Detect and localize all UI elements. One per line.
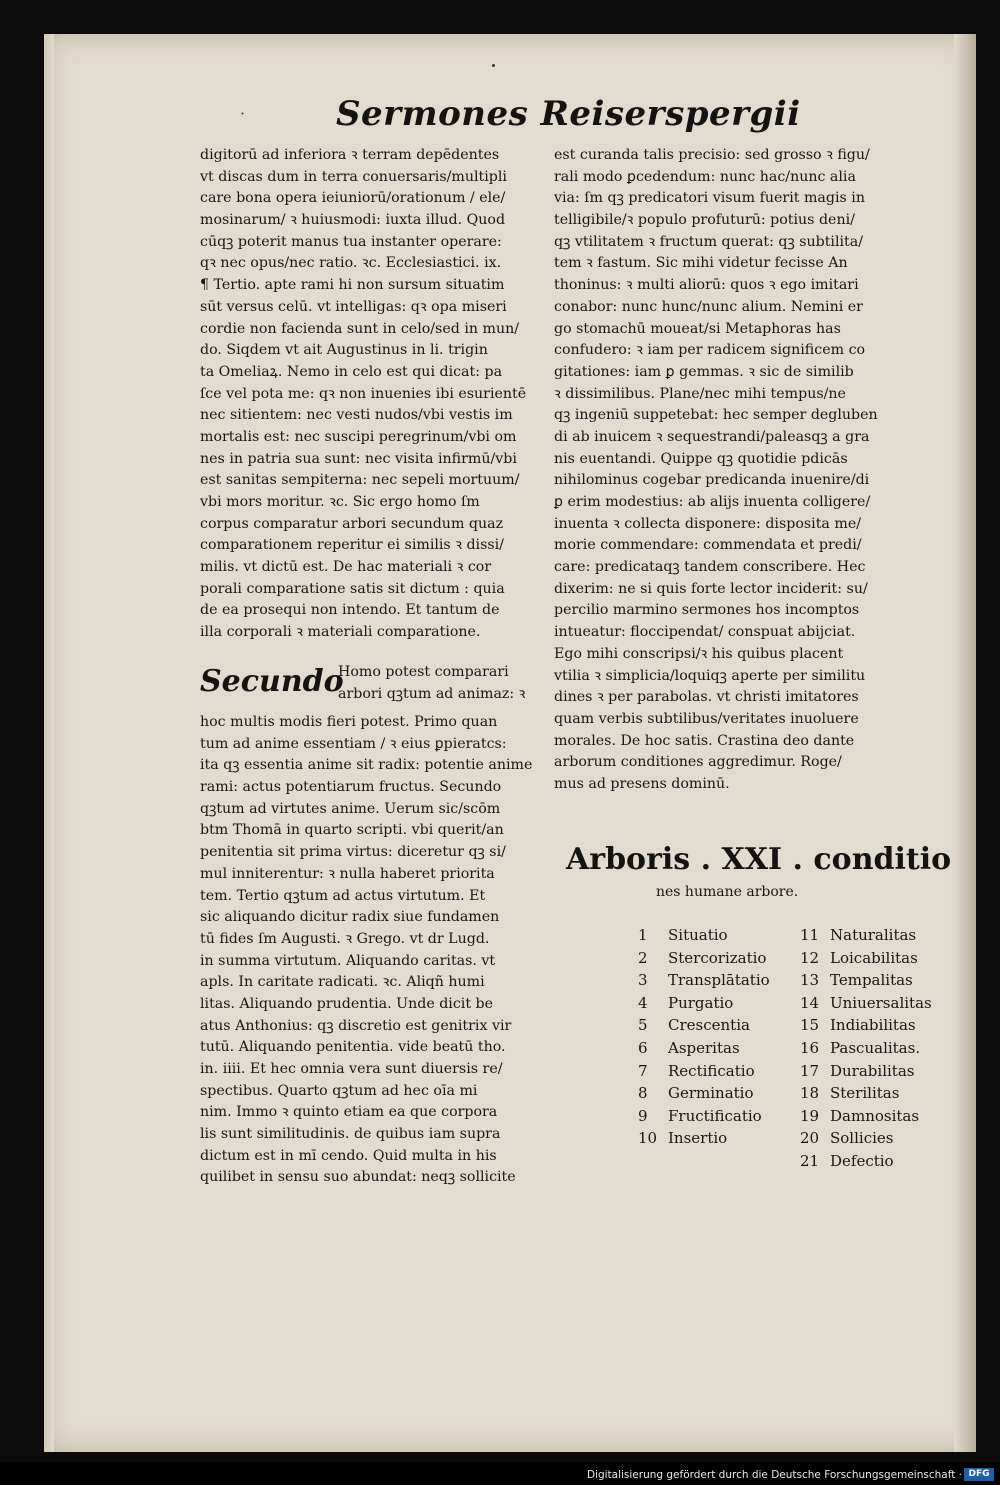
text-line: do. Siqdem vt ait Augustinus in li. trigin [200, 342, 488, 359]
text-line: confudero: ꝛ iam per radicem significem co [554, 342, 866, 359]
text-line: in summa virtutum. Aliquando caritas. vt [200, 952, 496, 969]
condition-number: 18 [800, 1084, 820, 1103]
text-line: sūt versus celū. vt intelligas: qꝛ opa miseri [200, 298, 507, 315]
text-line: cordie non facienda sunt in celo/sed in mun/ [200, 320, 520, 337]
condition-name: Tempalitas [830, 971, 913, 990]
text-line: intueatur: floccipendat/ conspuat abijciat. [554, 624, 856, 641]
text-line: gitationes: iam ꝑ gemmas. ꝛ sic de similib [554, 363, 854, 380]
text-line: digitorū ad inferiora ꝛ terram depēdentes [200, 147, 500, 163]
condition-number: 9 [638, 1106, 648, 1125]
condition-number: 8 [638, 1084, 648, 1103]
text-line: penitentia sit prima virtus: diceretur qꝫ si/ [200, 844, 506, 861]
text-line: ta Omeliaꝝ. Nemo in celo est qui dicat: pa [200, 363, 503, 380]
text-line: sic aliquando dicitur radix siue fundamen [200, 909, 500, 926]
text-line: mus ad presens dominū. [554, 775, 730, 792]
text-line: corpus comparatur arbori secundum quaz [200, 515, 504, 532]
page-gutter [44, 34, 54, 1452]
text-line: tem. Tertio qꝫtum ad actus virtutum. Et [200, 887, 486, 904]
text-line: Homo potest comparari [338, 664, 509, 680]
condition-number: 6 [638, 1039, 648, 1057]
condition-number: 21 [800, 1152, 820, 1170]
condition-name: Stercorizatio [668, 948, 767, 967]
text-line: tutū. Aliquando penitentia. vide beatū tho. [200, 1039, 506, 1056]
text-line: comparationem reperitur ei similis ꝛ dissi/ [200, 537, 504, 554]
condition-number: 20 [800, 1129, 820, 1148]
text-line: arbori qꝫtum ad animaz: ꝛ [338, 685, 526, 702]
text-line: mosinarum/ ꝛ huiusmodi: iuxta illud. Quod [200, 212, 506, 229]
condition-name: Rectificatio [668, 1061, 755, 1080]
secundo-lines [338, 662, 525, 705]
text-line: cūqꝫ poterit manus tua instanter operare: [200, 233, 502, 250]
text-line: care bona opera ieiuniorū/orationum / ele/ [200, 190, 506, 207]
text-line: thoninus: ꝛ multi aliorū: quos ꝛ ego imitari [554, 277, 859, 294]
conditions-title: Arboris . XXI . conditio [566, 842, 952, 877]
text-line: qꝫ ingeniū suppetebat: hec semper degluben [554, 407, 878, 424]
condition-name: Purgatio [668, 993, 734, 1012]
right-column [554, 145, 946, 796]
text-line: illa corporali ꝛ materiali comparatione. [200, 624, 481, 641]
text-line: est curanda talis precisio: sed grosso ꝛ figu/ [554, 147, 870, 163]
text-line: ꝛ dissimilibus. Plane/nec mihi tempus/ne [554, 385, 846, 402]
text-line: quilibet in sensu suo abundat: neqꝫ sollicite [200, 1169, 516, 1186]
text-line: telligibile/ꝛ populo profuturū: potius deni/ [554, 212, 855, 229]
condition-number: 1 [638, 926, 648, 944]
text-line: ¶ Tertio. apte rami hi non sursum situatim [200, 277, 505, 294]
text-line: quam verbis subtilibus/veritates inuoluere [554, 710, 859, 727]
text-line: nec sitientem: nec vesti nudos/vbi vestis im [200, 407, 513, 424]
condition-name: Asperitas [668, 1039, 740, 1057]
text-line: milis. vt dictū est. De hac materiali ꝛ cor [200, 559, 492, 576]
text-line: arborum conditiones aggredimur. Roge/ [554, 754, 842, 771]
text-line: dixerim: ne si quis forte lector inciderit: su/ [554, 580, 868, 597]
text-line: morie commendare: commendata et predi/ [554, 537, 862, 554]
text-line: ꝑ erim modestius: ab alijs inuenta colligere/ [554, 494, 871, 510]
left-column-top [200, 145, 556, 644]
condition-number: 4 [638, 993, 648, 1012]
text-line: btm Thomā in quarto scripti. vbi querit/an [200, 822, 504, 839]
text-line: porali comparatione satis sit dictum : quia [200, 580, 505, 597]
text-line: vt discas dum in terra conuersaris/multipli [200, 168, 507, 185]
text-line: di ab inuicem ꝛ sequestrandi/paleasqꝫ a gra [554, 428, 870, 445]
text-line: tem ꝛ fastum. Sic mihi videtur fecisse An [554, 255, 848, 272]
condition-number: 7 [638, 1061, 648, 1080]
text-line: in. iiii. Et hec omnia vera sunt diuersis re/ [200, 1061, 503, 1077]
text-line: care: predicataqꝫ tandem conscribere. Hec [554, 559, 866, 576]
condition-name: Defectio [830, 1152, 894, 1170]
condition-number: 3 [638, 971, 648, 990]
text-line: ſce vel pota me: qꝛ non inuenies ibi esurientē [200, 385, 527, 402]
text-line: nes in patria sua sunt: nec visita infirmū/vbi [200, 450, 517, 467]
text-line: tum ad anime essentiam / ꝛ eius ꝑpieratcs: [200, 735, 507, 752]
condition-number: 2 [638, 948, 648, 967]
text-line: mortalis est: nec suscipi peregrinum/vbi om [200, 428, 517, 445]
condition-name: Fructificatio [668, 1106, 762, 1125]
text-line: mul inniterentur: ꝛ nulla haberet priorita [200, 865, 495, 882]
footer-bar [0, 1462, 1000, 1485]
condition-name: Situatio [668, 926, 728, 944]
text-line: lis sunt similitudinis. de quibus iam supra [200, 1126, 501, 1143]
text-line: via: ſm qꝫ predicatori visum fuerit magis in [554, 190, 865, 207]
condition-name: Sollicies [830, 1129, 894, 1148]
condition-number: 17 [800, 1061, 820, 1080]
text-line: vbi mors moritur. ꝛc. Sic ergo homo ſm [200, 494, 480, 510]
left-column-bottom [200, 712, 556, 1189]
footer-credit: Digitalisierung gefördert durch die Deutsche Forschungsgemeinschaft · [586, 1469, 962, 1481]
condition-name: Damnositas [830, 1106, 920, 1125]
condition-name: Transplātatio [668, 971, 770, 990]
condition-name: Insertio [668, 1129, 728, 1148]
text-line: ita qꝫ essentia anime sit radix: potentie anime [200, 757, 533, 774]
text-line: spectibus. Quarto qꝫtum ad hec oīa mi [200, 1082, 478, 1099]
text-line: vtilia ꝛ simplicia/loquiqꝫ aperte per similitu [554, 667, 866, 684]
condition-number: 12 [800, 948, 820, 967]
dfg-logo[interactable]: DFG [964, 1468, 994, 1481]
text-line: atus Anthonius: qꝫ discretio est genitrix vir [200, 1017, 512, 1034]
condition-number: 19 [800, 1106, 820, 1125]
text-line: qꝫ vtilitatem ꝛ fructum querat: qꝫ subtilita/ [554, 233, 863, 250]
text-line: rami: actus potentiarum fructus. Secundo [200, 779, 502, 796]
text-line: qꝛ nec opus/nec ratio. ꝛc. Ecclesiastici. ix. [200, 255, 502, 272]
text-line: percilio marmino sermones hos incomptos [554, 602, 860, 619]
condition-name: Loicabilitas [830, 948, 918, 967]
secundo-section [200, 662, 556, 710]
text-line: nihilominus cogebar predicanda inuenire/di [554, 472, 870, 489]
text-line: conabor: nunc hunc/nunc alium. Nemini er [554, 298, 863, 315]
condition-number: 16 [800, 1039, 820, 1057]
condition-name: Crescentia [668, 1016, 750, 1035]
condition-number: 10 [638, 1129, 658, 1148]
text-line: Ego mihi conscripsi/ꝛ his quibus placent [554, 645, 844, 662]
text-line: morales. De hoc satis. Crastina deo dante [554, 732, 855, 749]
text-line: qꝫtum ad virtutes anime. Uerum sic/scōm [200, 800, 501, 817]
text-line: est sanitas sempiterna: nec sepeli mortuum/ [200, 472, 520, 489]
text-line: de ea prosequi non intendo. Et tantum de [200, 602, 500, 619]
secundo-initial: Secundo [200, 664, 344, 699]
condition-name: Uniuersalitas [830, 993, 932, 1012]
text-line: go stomachū moueat/si Metaphoras has [554, 320, 841, 337]
conditions-subtitle: nes humane arbore. [656, 884, 799, 900]
text-line: tū fides ſm Augusti. ꝛ Grego. vt dr Lugd. [200, 930, 490, 947]
text-line: litas. Aliquando prudentia. Unde dicit be [200, 995, 494, 1012]
text-line: inuenta ꝛ collecta disponere: disposita me/ [554, 515, 861, 532]
text-line: nis euentandi. Quippe qꝫ quotidie pdicās [554, 450, 848, 467]
condition-number: 11 [800, 926, 820, 944]
text-line: rali modo ꝑcedendum: nunc hac/nunc alia [554, 168, 856, 185]
text-line: nim. Immo ꝛ quinto etiam ea que corpora [200, 1104, 498, 1121]
condition-name: Durabilitas [830, 1061, 915, 1080]
condition-name: Germinatio [668, 1084, 754, 1103]
condition-name: Sterilitas [830, 1084, 900, 1103]
text-line: dictum est in mī cendo. Quid multa in his [200, 1147, 497, 1164]
text-line: dines ꝛ per parabolas. vt christi imitatores [554, 689, 859, 706]
page-mark [492, 64, 495, 67]
running-title: Sermones Reiserspergii [336, 94, 801, 134]
condition-name: Naturalitas [830, 926, 917, 944]
condition-number: 14 [800, 993, 820, 1012]
text-line: hoc multis modis fieri potest. Primo quan [200, 714, 498, 730]
condition-number: 5 [638, 1016, 648, 1035]
text-line: apls. In caritate radicati. ꝛc. Aliqñ humi [200, 974, 485, 991]
margin-mark: · [240, 104, 248, 123]
condition-number: 13 [800, 971, 820, 990]
page-edge [954, 34, 976, 1452]
condition-name: Pascualitas. [830, 1039, 921, 1057]
condition-number: 15 [800, 1016, 820, 1035]
condition-name: Indiabilitas [830, 1016, 916, 1035]
